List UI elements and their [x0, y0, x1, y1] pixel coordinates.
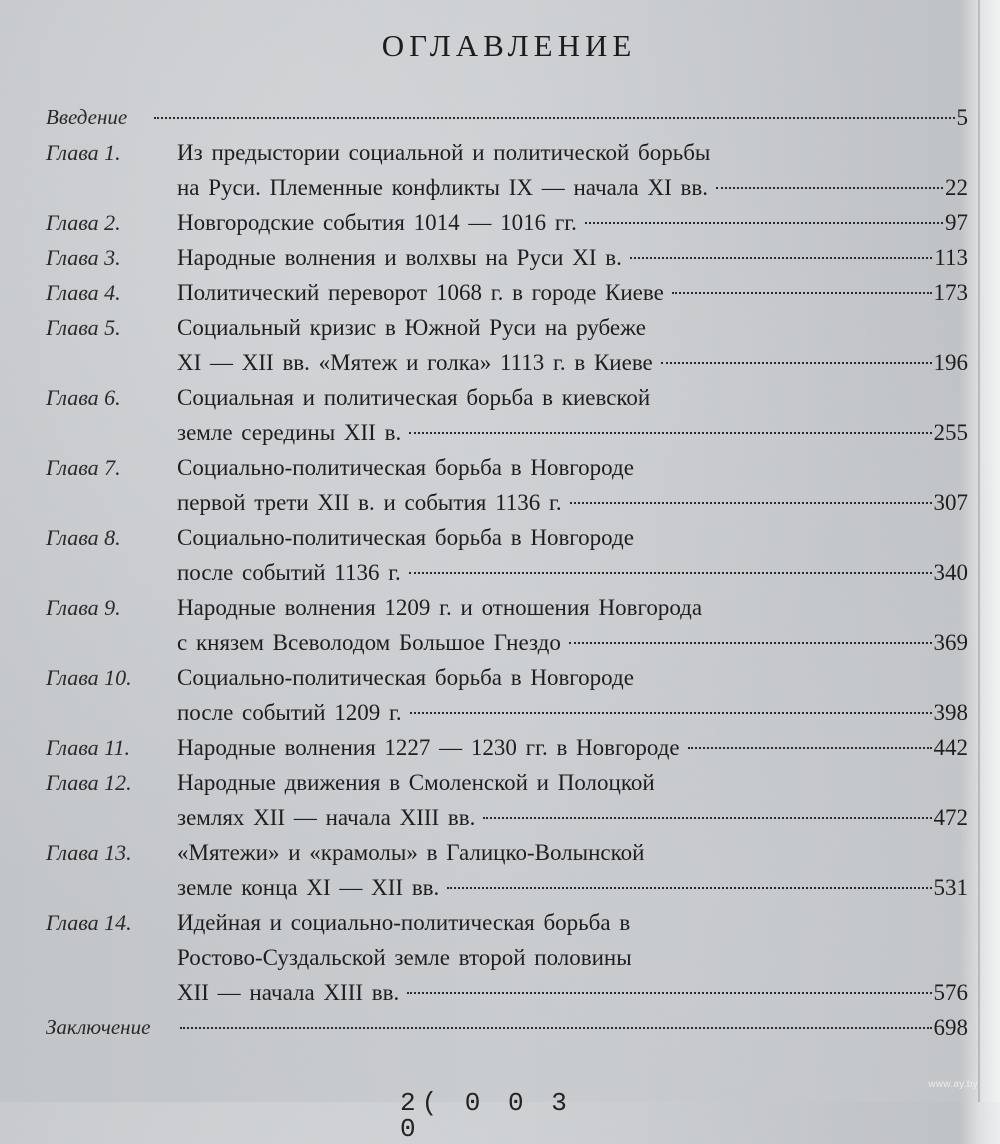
page-number: 398 — [933, 700, 968, 725]
toc-entry-conclusion[interactable] — [46, 1010, 968, 1045]
chapter-title-line: XII — начала XIII вв. — [177, 980, 400, 1005]
chapter-title-line: Социально-политическая борьба в Новгороде — [177, 455, 634, 480]
page-number: 698 — [933, 1015, 968, 1040]
toc-entry-chapter[interactable] — [46, 240, 968, 275]
chapter-label: Глава 9. — [46, 595, 121, 620]
page-number: 531 — [933, 875, 968, 900]
page-number: 173 — [933, 280, 968, 305]
toc-entry-chapter[interactable] — [46, 660, 968, 730]
page-number: 97 — [945, 210, 968, 235]
toc-entry-introduction[interactable] — [46, 100, 968, 135]
entry-label: Введение — [46, 105, 128, 129]
dot-leader — [483, 817, 931, 819]
chapter-label: Глава 4. — [46, 280, 121, 305]
chapter-label: Глава 2. — [46, 210, 121, 235]
chapter-title-line: земле конца XI — XII вв. — [177, 875, 440, 900]
table-of-contents — [46, 100, 968, 1045]
chapter-title-line: на Руси. Племенные конфликты IX — начала XI вв. — [177, 175, 708, 200]
chapter-title-line: Народные волнения 1227 — 1230 гг. в Новгороде — [177, 735, 680, 760]
chapter-label: Глава 6. — [46, 385, 121, 410]
dot-leader — [410, 712, 932, 714]
chapter-title-line: земле середины XII в. — [177, 420, 402, 445]
toc-entry-chapter[interactable] — [46, 905, 968, 1010]
page-number: 576 — [933, 980, 968, 1005]
chapter-list — [46, 135, 968, 1010]
toc-entry-chapter[interactable] — [46, 765, 968, 835]
toc-entry-chapter[interactable] — [46, 310, 968, 380]
dot-leader — [585, 222, 943, 224]
chapter-title-line: Социальная и политическая борьба в киевской — [177, 385, 651, 410]
chapter-title-line: Социально-политическая борьба в Новгороде — [177, 665, 634, 690]
dot-leader — [570, 502, 932, 504]
chapter-title-line: Социально-политическая борьба в Новгороде — [177, 525, 634, 550]
chapter-title-line: Из предыстории социальной и политической борьбы — [177, 140, 711, 165]
page-number: 196 — [933, 350, 968, 375]
page-title: ОГЛАВЛЕНИЕ — [381, 28, 637, 63]
toc-entry-chapter[interactable] — [46, 450, 968, 520]
watermark: www.ay.by — [928, 1079, 978, 1090]
page-number: 22 — [945, 175, 968, 200]
chapter-label: Глава 10. — [46, 665, 132, 690]
chapter-title-line: первой трети XII в. и события 1136 г. — [177, 490, 562, 515]
toc-entry-chapter[interactable] — [46, 520, 968, 590]
chapter-title-line: Новгородские события 1014 — 1016 гг. — [177, 210, 577, 235]
chapter-title-line: после событий 1136 г. — [177, 560, 401, 585]
page-number: 442 — [933, 735, 968, 760]
chapter-label: Глава 13. — [46, 840, 132, 865]
chapter-label: Глава 5. — [46, 315, 121, 340]
dot-leader — [154, 117, 955, 119]
dot-leader — [672, 292, 932, 294]
chapter-title-line: Народные движения в Смоленской и Полоцкой — [177, 770, 655, 795]
dot-leader — [407, 992, 931, 994]
toc-entry-chapter[interactable] — [46, 135, 968, 205]
chapter-title-line: Народные волнения и волхвы на Руси XI в. — [177, 245, 622, 270]
dot-leader — [630, 257, 932, 259]
dot-leader — [447, 887, 931, 889]
dot-leader — [180, 1027, 932, 1029]
chapter-title-line: землях XII — начала XIII вв. — [177, 805, 476, 830]
toc-entry-chapter[interactable] — [46, 730, 968, 765]
toc-entry-chapter[interactable] — [46, 835, 968, 905]
chapter-label: Глава 3. — [46, 245, 121, 270]
dot-leader — [661, 362, 932, 364]
chapter-label: Глава 11. — [46, 735, 130, 760]
dot-leader — [409, 432, 931, 434]
page-number: 340 — [933, 560, 968, 585]
chapter-label: Глава 7. — [46, 455, 121, 480]
page-number: 369 — [933, 630, 968, 655]
page-number: 472 — [933, 805, 968, 830]
toc-entry-chapter[interactable] — [46, 205, 968, 240]
dot-leader — [716, 187, 943, 189]
dot-leader — [569, 642, 932, 644]
chapter-title-line: «Мятежи» и «крамолы» в Галицко-Волынской — [177, 840, 645, 865]
page-number: 5 — [956, 105, 968, 130]
page-number: 113 — [934, 245, 968, 270]
chapter-title-line: XI — XII вв. «Мятеж и голка» 1113 г. в Киеве — [177, 350, 653, 375]
toc-entry-chapter[interactable] — [46, 590, 968, 660]
chapter-title-line: Социальный кризис в Южной Руси на рубеже — [177, 315, 646, 340]
chapter-label: Глава 12. — [46, 770, 132, 795]
chapter-title-line: Народные волнения 1209 г. и отношения Новгорода — [177, 595, 703, 620]
page-number: 307 — [933, 490, 968, 515]
chapter-title-line: после событий 1209 г. — [177, 700, 402, 725]
toc-entry-chapter[interactable] — [46, 275, 968, 310]
page-edge — [978, 0, 1000, 1102]
dot-leader — [409, 572, 932, 574]
chapter-label: Глава 14. — [46, 910, 132, 935]
chapter-title-line: Политический переворот 1068 г. в городе Киеве — [177, 280, 664, 305]
toc-entry-chapter[interactable] — [46, 380, 968, 450]
page-number: 255 — [933, 420, 968, 445]
chapter-label: Глава 1. — [46, 140, 121, 165]
chapter-title-line: Идейная и социально-политическая борьба в — [177, 910, 631, 935]
chapter-label: Глава 8. — [46, 525, 121, 550]
dot-leader — [688, 747, 932, 749]
chapter-title-line: с князем Всеволодом Большое Гнездо — [177, 630, 561, 655]
entry-label: Заключение — [46, 1015, 151, 1039]
cut-off-footer-text: 2( 0 0 3 0 — [400, 1088, 573, 1144]
chapter-title-line: Ростово-Суздальской земле второй половины — [177, 945, 632, 970]
